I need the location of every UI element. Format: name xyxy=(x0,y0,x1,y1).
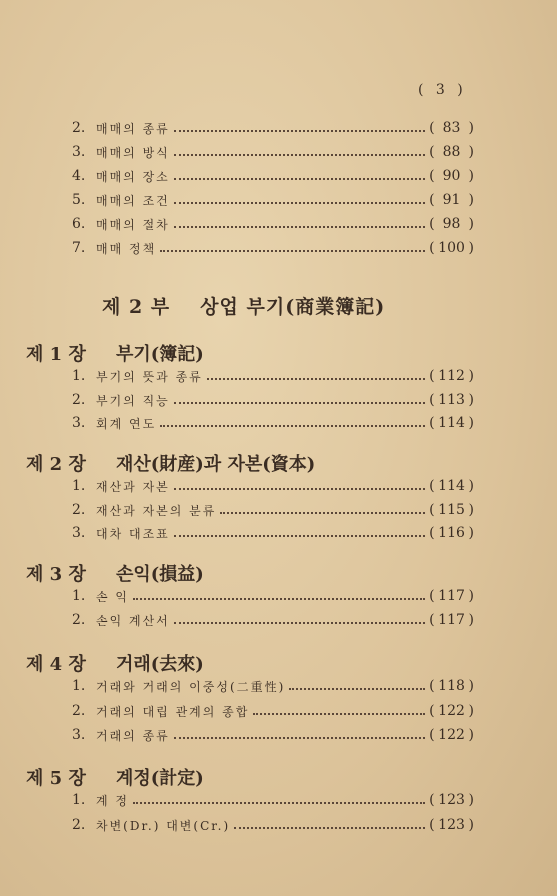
dot-leader xyxy=(160,250,425,252)
entry-page: 98 xyxy=(442,216,461,232)
toc-entry: 2. 부기의 직능 ( 113 ) xyxy=(72,392,474,408)
part-label: 제 2 부 xyxy=(102,296,171,318)
chapter-title: 계정(計定) xyxy=(116,768,204,789)
dot-leader xyxy=(174,535,425,537)
page-number: ( 3 ) xyxy=(418,82,467,98)
part-heading xyxy=(102,292,385,319)
entry-number: 1. xyxy=(72,478,86,494)
toc-entry: 1. 손 익 ( 117 ) xyxy=(72,588,474,604)
entry-number: 1. xyxy=(72,368,86,384)
toc-entry: 3. 매매의 방식 ( 88 ) xyxy=(72,144,474,160)
chapter-title: 부기(簿記) xyxy=(116,344,204,365)
entry-number: 6. xyxy=(72,216,86,232)
toc-entry: 2. 차변(Dr.) 대변(Cr.) ( 123 ) xyxy=(72,817,474,833)
entry-number: 7. xyxy=(72,240,86,256)
dot-leader xyxy=(174,488,425,490)
entry-page: 116 xyxy=(438,525,465,541)
entry-title: 회계 연도 xyxy=(96,416,157,431)
entry-title: 재산과 자본 xyxy=(96,479,170,494)
toc-entry: 1. 계 정 ( 123 ) xyxy=(72,792,474,808)
entry-page: 115 xyxy=(438,502,465,518)
dot-leader xyxy=(174,178,425,180)
toc-entry: 1. 거래와 거래의 이중성(二重性) ( 118 ) xyxy=(72,678,474,694)
toc-entry: 6. 매매의 절차 ( 98 ) xyxy=(72,216,474,232)
entry-title: 재산과 자본의 분류 xyxy=(96,503,217,518)
entry-number: 2. xyxy=(72,703,86,719)
chapter-heading xyxy=(26,560,204,586)
toc-entry: 1. 재산과 자본 ( 114 ) xyxy=(72,478,474,494)
dot-leader xyxy=(289,688,425,690)
toc-entry: 7. 매매 정책 ( 100 ) xyxy=(72,240,474,256)
entry-title: 거래의 종류 xyxy=(96,728,170,743)
toc-entry: 2. 거래의 대립 관계의 종합 ( 122 ) xyxy=(72,703,474,719)
entry-title: 매매의 조건 xyxy=(96,193,170,208)
chapter-heading xyxy=(26,764,204,790)
entry-page: 100 xyxy=(438,240,465,256)
entry-number: 3. xyxy=(72,727,86,743)
chapter-heading xyxy=(26,650,204,676)
chapter-label: 제 2 장 xyxy=(26,454,86,475)
entry-page: 113 xyxy=(438,392,465,408)
entry-page: 117 xyxy=(438,612,465,628)
entry-title: 거래와 거래의 이중성(二重性) xyxy=(96,679,286,694)
chapter-title: 손익(損益) xyxy=(116,564,204,585)
entry-number: 2. xyxy=(72,392,86,408)
entry-page: 83 xyxy=(442,120,461,136)
entry-page: 90 xyxy=(442,168,461,184)
chapter-label: 제 5 장 xyxy=(26,768,86,789)
entry-page: 122 xyxy=(438,727,465,743)
entry-number: 5. xyxy=(72,192,86,208)
entry-page: 88 xyxy=(442,144,461,160)
dot-leader xyxy=(174,402,425,404)
entry-number: 2. xyxy=(72,817,86,833)
toc-entry: 2. 매매의 종류 ( 83 ) xyxy=(72,120,474,136)
dot-leader xyxy=(160,425,425,427)
dot-leader xyxy=(174,202,425,204)
dot-leader xyxy=(174,130,425,132)
toc-entry: 5. 매매의 조건 ( 91 ) xyxy=(72,192,474,208)
entry-page: 118 xyxy=(438,678,465,694)
toc-entry: 3. 거래의 종류 ( 122 ) xyxy=(72,727,474,743)
chapter-label: 제 3 장 xyxy=(26,564,86,585)
entry-number: 1. xyxy=(72,678,86,694)
entry-number: 4. xyxy=(72,168,86,184)
chapter-label: 제 1 장 xyxy=(26,344,86,365)
entry-title: 손 익 xyxy=(96,589,129,604)
dot-leader xyxy=(220,512,425,514)
entry-page: 114 xyxy=(438,415,465,431)
dot-leader xyxy=(174,154,425,156)
entry-number: 2. xyxy=(72,120,86,136)
entry-page: 114 xyxy=(438,478,465,494)
entry-title: 매매의 방식 xyxy=(96,145,170,160)
entry-number: 3. xyxy=(72,415,86,431)
toc-entry: 4. 매매의 장소 ( 90 ) xyxy=(72,168,474,184)
toc-entry: 2. 손익 계산서 ( 117 ) xyxy=(72,612,474,628)
entry-page: 117 xyxy=(438,588,465,604)
entry-number: 3. xyxy=(72,144,86,160)
entry-title: 매매의 종류 xyxy=(96,121,170,136)
entry-title: 매매 정책 xyxy=(96,241,157,256)
dot-leader xyxy=(174,622,425,624)
toc-entry: 2. 재산과 자본의 분류 ( 115 ) xyxy=(72,502,474,518)
chapter-heading xyxy=(26,450,315,476)
entry-title: 부기의 뜻과 종류 xyxy=(96,369,203,384)
dot-leader xyxy=(174,737,425,739)
entry-title: 거래의 대립 관계의 종합 xyxy=(96,704,250,719)
toc-entry: 3. 회계 연도 ( 114 ) xyxy=(72,415,474,431)
dot-leader xyxy=(174,226,425,228)
chapter-label: 제 4 장 xyxy=(26,654,86,675)
entry-title: 매매의 장소 xyxy=(96,169,170,184)
entry-number: 1. xyxy=(72,588,86,604)
entry-number: 1. xyxy=(72,792,86,808)
entry-page: 91 xyxy=(442,192,461,208)
dot-leader xyxy=(133,598,425,600)
entry-number: 3. xyxy=(72,525,86,541)
entry-number: 2. xyxy=(72,502,86,518)
dot-leader xyxy=(207,378,425,380)
entry-page: 112 xyxy=(438,368,465,384)
part-title: 상업 부기(商業簿記) xyxy=(200,296,386,318)
entry-page: 123 xyxy=(438,792,465,808)
entry-page: 123 xyxy=(438,817,465,833)
entry-title: 매매의 절차 xyxy=(96,217,170,232)
entry-title: 부기의 직능 xyxy=(96,393,170,408)
chapter-title: 재산(財産)과 자본(資本) xyxy=(116,454,316,475)
toc-entry: 1. 부기의 뜻과 종류 ( 112 ) xyxy=(72,368,474,384)
entry-title: 손익 계산서 xyxy=(96,613,170,628)
entry-title: 차변(Dr.) 대변(Cr.) xyxy=(96,818,231,833)
entry-title: 계 정 xyxy=(96,793,129,808)
entry-title: 대차 대조표 xyxy=(96,526,170,541)
dot-leader xyxy=(133,802,425,804)
dot-leader xyxy=(234,827,425,829)
entry-page: 122 xyxy=(438,703,465,719)
dot-leader xyxy=(253,713,425,715)
toc-entry: 3. 대차 대조표 ( 116 ) xyxy=(72,525,474,541)
chapter-title: 거래(去來) xyxy=(116,654,204,675)
chapter-heading xyxy=(26,340,204,366)
entry-number: 2. xyxy=(72,612,86,628)
